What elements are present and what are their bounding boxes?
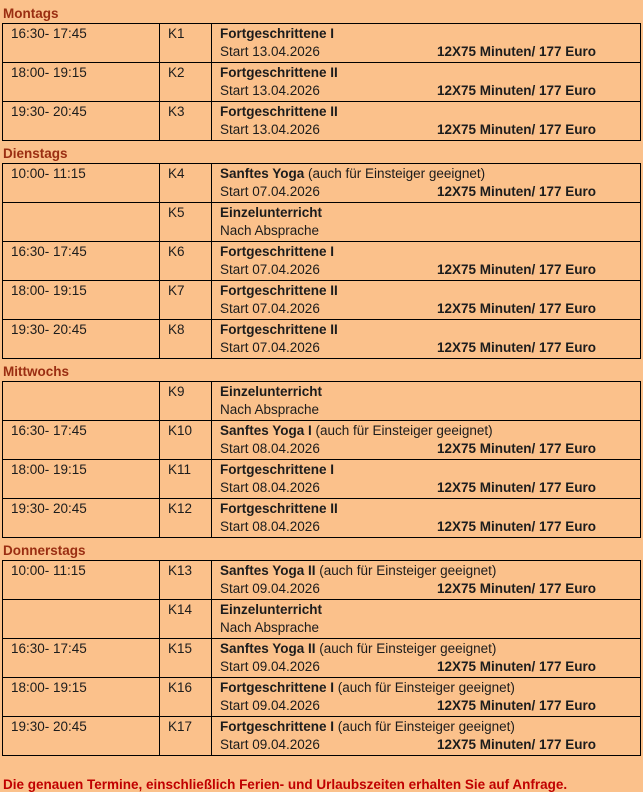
course-code: K14 — [160, 600, 212, 639]
course-name: Fortgeschrittene I — [220, 244, 335, 259]
course-time: 19:30- 20:45 — [3, 499, 160, 538]
course-row — [3, 460, 641, 499]
course-info-cell — [212, 63, 641, 102]
course-info-cell — [212, 203, 641, 242]
course-row — [3, 320, 641, 359]
course-title-line — [220, 243, 632, 261]
course-start-date: Start 13.04.2026 — [220, 122, 320, 137]
course-price: 12X75 Minuten/ 177 Euro — [436, 698, 596, 713]
course-time: 18:00- 19:15 — [3, 63, 160, 102]
course-start-date: Start 13.04.2026 — [220, 83, 320, 98]
course-time: 19:30- 20:45 — [3, 102, 160, 141]
course-price: 12X75 Minuten/ 177 Euro — [436, 122, 596, 137]
course-row — [3, 203, 641, 242]
course-time: 18:00- 19:15 — [3, 460, 160, 499]
course-note: (auch für Einsteiger geeignet) — [315, 563, 497, 578]
course-time: 16:30- 17:45 — [3, 242, 160, 281]
course-row — [3, 102, 641, 141]
course-start-date: Start 08.04.2026 — [220, 441, 320, 456]
course-title-line — [220, 422, 632, 440]
course-info-cell — [212, 281, 641, 320]
course-name: Einzelunterricht — [220, 602, 323, 617]
course-detail-line — [220, 697, 632, 715]
course-detail-line — [220, 261, 632, 279]
course-start-date: Start 08.04.2026 — [220, 480, 320, 495]
course-code: K1 — [160, 24, 212, 63]
course-start-date: Start 09.04.2026 — [220, 581, 320, 596]
course-detail-line — [220, 339, 632, 357]
course-detail-line — [220, 43, 632, 61]
course-info-cell — [212, 460, 641, 499]
course-code: K17 — [160, 717, 212, 756]
course-row — [3, 639, 641, 678]
course-code: K2 — [160, 63, 212, 102]
course-price: 12X75 Minuten/ 177 Euro — [436, 519, 596, 534]
course-start-date: Start 07.04.2026 — [220, 301, 320, 316]
course-title-line — [220, 282, 632, 300]
course-name: Sanftes Yoga — [220, 166, 305, 181]
course-info-cell — [212, 639, 641, 678]
course-info-cell — [212, 678, 641, 717]
course-start-date: Start 07.04.2026 — [220, 262, 320, 277]
course-title-line — [220, 640, 632, 658]
course-info-cell — [212, 242, 641, 281]
course-row — [3, 242, 641, 281]
course-title-line — [220, 718, 632, 736]
course-price: 12X75 Minuten/ 177 Euro — [436, 262, 596, 277]
course-title-line — [220, 383, 632, 401]
course-start-date: Start 09.04.2026 — [220, 698, 320, 713]
course-name: Fortgeschrittene II — [220, 283, 338, 298]
course-row — [3, 24, 641, 63]
course-row — [3, 678, 641, 717]
course-time: 16:30- 17:45 — [3, 421, 160, 460]
course-title-line — [220, 601, 632, 619]
schedule-table-body — [3, 382, 641, 538]
course-title-line — [220, 64, 632, 82]
course-detail-line — [220, 518, 632, 536]
course-detail-line — [220, 82, 632, 100]
course-time: 19:30- 20:45 — [3, 320, 160, 359]
schedule-table — [2, 560, 641, 756]
course-name: Fortgeschrittene II — [220, 322, 338, 337]
course-detail-line — [220, 736, 632, 754]
course-price: 12X75 Minuten/ 177 Euro — [436, 441, 596, 456]
course-name: Fortgeschrittene I — [220, 680, 335, 695]
course-price: 12X75 Minuten/ 177 Euro — [436, 184, 596, 199]
day-heading: Montags — [3, 6, 59, 21]
course-start-date: Start 07.04.2026 — [220, 340, 320, 355]
course-row — [3, 63, 641, 102]
course-detail-line — [220, 300, 632, 318]
course-time: 16:30- 17:45 — [3, 639, 160, 678]
course-row — [3, 421, 641, 460]
course-row — [3, 600, 641, 639]
course-code: K13 — [160, 561, 212, 600]
course-start-date: Start 09.04.2026 — [220, 737, 320, 752]
schedule-table — [2, 163, 641, 359]
course-time: 19:30- 20:45 — [3, 717, 160, 756]
course-code: K8 — [160, 320, 212, 359]
course-price: 12X75 Minuten/ 177 Euro — [436, 44, 596, 59]
course-name: Fortgeschrittene I — [220, 719, 335, 734]
course-info-cell — [212, 421, 641, 460]
course-code: K11 — [160, 460, 212, 499]
course-note: (auch für Einsteiger geeignet) — [315, 641, 497, 656]
course-detail-line — [220, 440, 632, 458]
course-price: 12X75 Minuten/ 177 Euro — [436, 480, 596, 495]
course-row — [3, 561, 641, 600]
course-row — [3, 382, 641, 421]
course-info-cell — [212, 164, 641, 203]
course-info-cell — [212, 499, 641, 538]
course-detail-line — [220, 401, 632, 419]
schedule-table-body — [3, 164, 641, 359]
course-info-cell — [212, 717, 641, 756]
course-price: 12X75 Minuten/ 177 Euro — [436, 340, 596, 355]
course-time — [3, 382, 160, 421]
course-price: 12X75 Minuten/ 177 Euro — [436, 737, 596, 752]
course-code: K4 — [160, 164, 212, 203]
course-start-date: Start 13.04.2026 — [220, 44, 320, 59]
course-title-line — [220, 103, 632, 121]
day-heading: Mittwochs — [3, 364, 69, 379]
course-title-line — [220, 461, 632, 479]
course-code: K15 — [160, 639, 212, 678]
course-note: (auch für Einsteiger geeignet) — [311, 423, 493, 438]
course-time: 16:30- 17:45 — [3, 24, 160, 63]
day-heading: Dienstags — [3, 146, 68, 161]
course-name: Einzelunterricht — [220, 384, 323, 399]
day-section — [0, 364, 643, 538]
course-info-cell — [212, 102, 641, 141]
course-start-date: Nach Absprache — [220, 620, 320, 635]
schedule-table-body — [3, 24, 641, 141]
course-start-date: Start 08.04.2026 — [220, 519, 320, 534]
course-time — [3, 600, 160, 639]
course-start-date: Start 09.04.2026 — [220, 659, 320, 674]
course-row — [3, 499, 641, 538]
footer-note: Die genauen Termine, einschließlich Ferien- und Urlaubszeiten erhalten Sie auf Anfrage. — [3, 777, 568, 792]
course-time: 10:00- 11:15 — [3, 164, 160, 203]
course-code: K12 — [160, 499, 212, 538]
course-start-date: Start 07.04.2026 — [220, 184, 320, 199]
day-heading: Donnerstags — [3, 543, 86, 558]
course-info-cell — [212, 600, 641, 639]
course-detail-line — [220, 183, 632, 201]
day-section — [0, 543, 643, 756]
course-code: K7 — [160, 281, 212, 320]
course-detail-line — [220, 479, 632, 497]
course-info-cell — [212, 320, 641, 359]
course-code: K16 — [160, 678, 212, 717]
course-title-line — [220, 25, 632, 43]
course-start-date: Nach Absprache — [220, 402, 320, 417]
course-time: 18:00- 19:15 — [3, 678, 160, 717]
course-detail-line — [220, 658, 632, 676]
course-time — [3, 203, 160, 242]
course-name: Fortgeschrittene II — [220, 104, 338, 119]
course-row — [3, 717, 641, 756]
course-code: K6 — [160, 242, 212, 281]
course-price: 12X75 Minuten/ 177 Euro — [436, 83, 596, 98]
course-code: K5 — [160, 203, 212, 242]
schedule-table — [2, 381, 641, 538]
course-detail-line — [220, 121, 632, 139]
course-info-cell — [212, 382, 641, 421]
course-start-date: Nach Absprache — [220, 223, 320, 238]
course-title-line — [220, 204, 632, 222]
course-detail-line — [220, 222, 632, 240]
course-info-cell — [212, 561, 641, 600]
course-detail-line — [220, 619, 632, 637]
course-title-line — [220, 562, 632, 580]
course-name: Sanftes Yoga II — [220, 563, 316, 578]
course-title-line — [220, 679, 632, 697]
course-note: (auch für Einsteiger geeignet) — [304, 166, 486, 181]
course-price: 12X75 Minuten/ 177 Euro — [436, 581, 596, 596]
day-section — [0, 6, 643, 141]
course-price: 12X75 Minuten/ 177 Euro — [436, 301, 596, 316]
course-title-line — [220, 500, 632, 518]
course-title-line — [220, 165, 632, 183]
course-code: K10 — [160, 421, 212, 460]
day-section — [0, 146, 643, 359]
course-time: 10:00- 11:15 — [3, 561, 160, 600]
course-name: Fortgeschrittene II — [220, 65, 338, 80]
course-info-cell — [212, 24, 641, 63]
course-time: 18:00- 19:15 — [3, 281, 160, 320]
days-container — [0, 6, 643, 756]
course-name: Sanftes Yoga II — [220, 641, 316, 656]
course-name: Sanftes Yoga I — [220, 423, 312, 438]
course-detail-line — [220, 580, 632, 598]
course-note: (auch für Einsteiger geeignet) — [334, 680, 515, 695]
course-note: (auch für Einsteiger geeignet) — [334, 719, 515, 734]
schedule-table — [2, 23, 641, 141]
schedule-table-body — [3, 561, 641, 756]
course-name: Fortgeschrittene I — [220, 462, 335, 477]
course-name: Fortgeschrittene II — [220, 501, 338, 516]
course-row — [3, 164, 641, 203]
course-row — [3, 281, 641, 320]
course-price: 12X75 Minuten/ 177 Euro — [436, 659, 596, 674]
course-code: K9 — [160, 382, 212, 421]
course-name: Einzelunterricht — [220, 205, 323, 220]
course-title-line — [220, 321, 632, 339]
course-name: Fortgeschrittene I — [220, 26, 335, 41]
course-code: K3 — [160, 102, 212, 141]
